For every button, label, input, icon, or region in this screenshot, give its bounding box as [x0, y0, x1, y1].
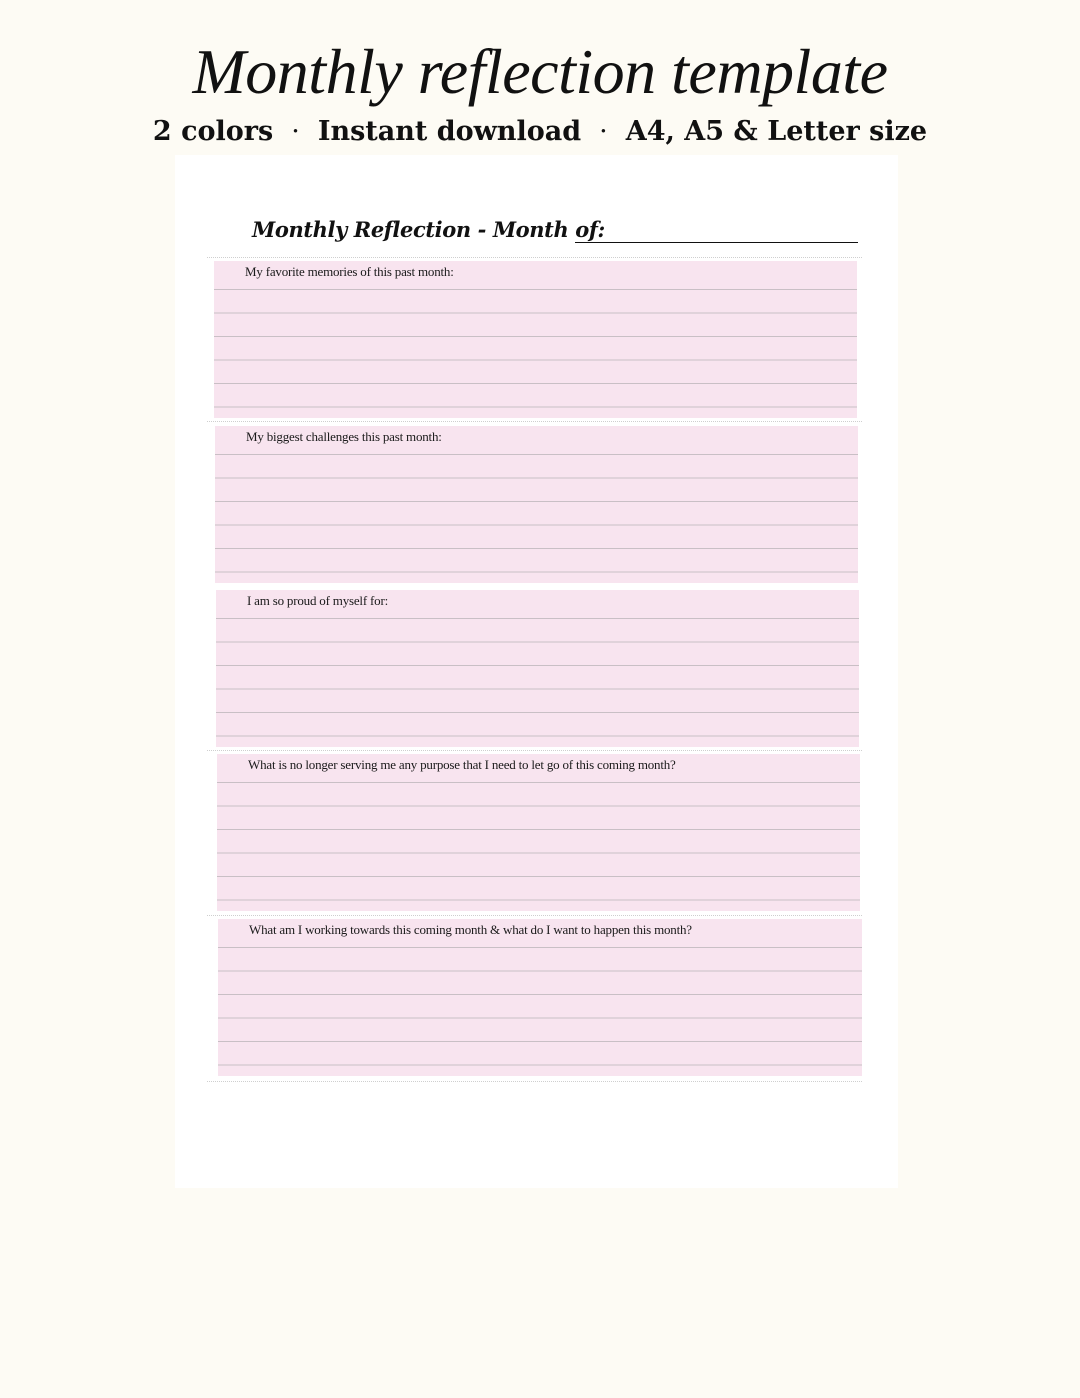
section-favorite-memories[interactable] — [214, 261, 857, 418]
section-proud-of[interactable] — [216, 590, 859, 747]
section-prompt: My biggest challenges this past month: — [246, 429, 446, 445]
section-prompt: I am so proud of myself for: — [247, 593, 392, 609]
section-working-towards[interactable] — [218, 919, 862, 1076]
section-prompt: What am I working towards this coming month & what do I want to happen this month? — [249, 922, 696, 938]
feature-separator: · — [599, 116, 608, 147]
divider — [207, 1081, 862, 1082]
divider — [207, 915, 862, 916]
banner-subtitle — [0, 116, 1080, 147]
planner-sheet — [175, 155, 898, 1188]
sheet-header — [252, 217, 858, 247]
section-prompt: What is no longer serving me any purpose that I need to let go of this coming month? — [248, 757, 680, 773]
feature-download: Instant download — [317, 116, 582, 147]
feature-separator: · — [291, 116, 300, 147]
divider — [207, 257, 862, 258]
sheet-title: Monthly Reflection - Month of: — [252, 217, 605, 242]
divider — [207, 750, 862, 751]
feature-sizes: A4, A5 & Letter size — [625, 116, 928, 147]
section-prompt: My favorite memories of this past month: — [245, 264, 458, 280]
feature-colors: 2 colors — [152, 116, 274, 147]
section-biggest-challenges[interactable] — [215, 426, 858, 583]
banner-title: Monthly reflection template — [192, 36, 888, 107]
section-let-go[interactable] — [217, 754, 860, 911]
month-input-line[interactable] — [575, 242, 858, 243]
divider — [207, 421, 862, 422]
